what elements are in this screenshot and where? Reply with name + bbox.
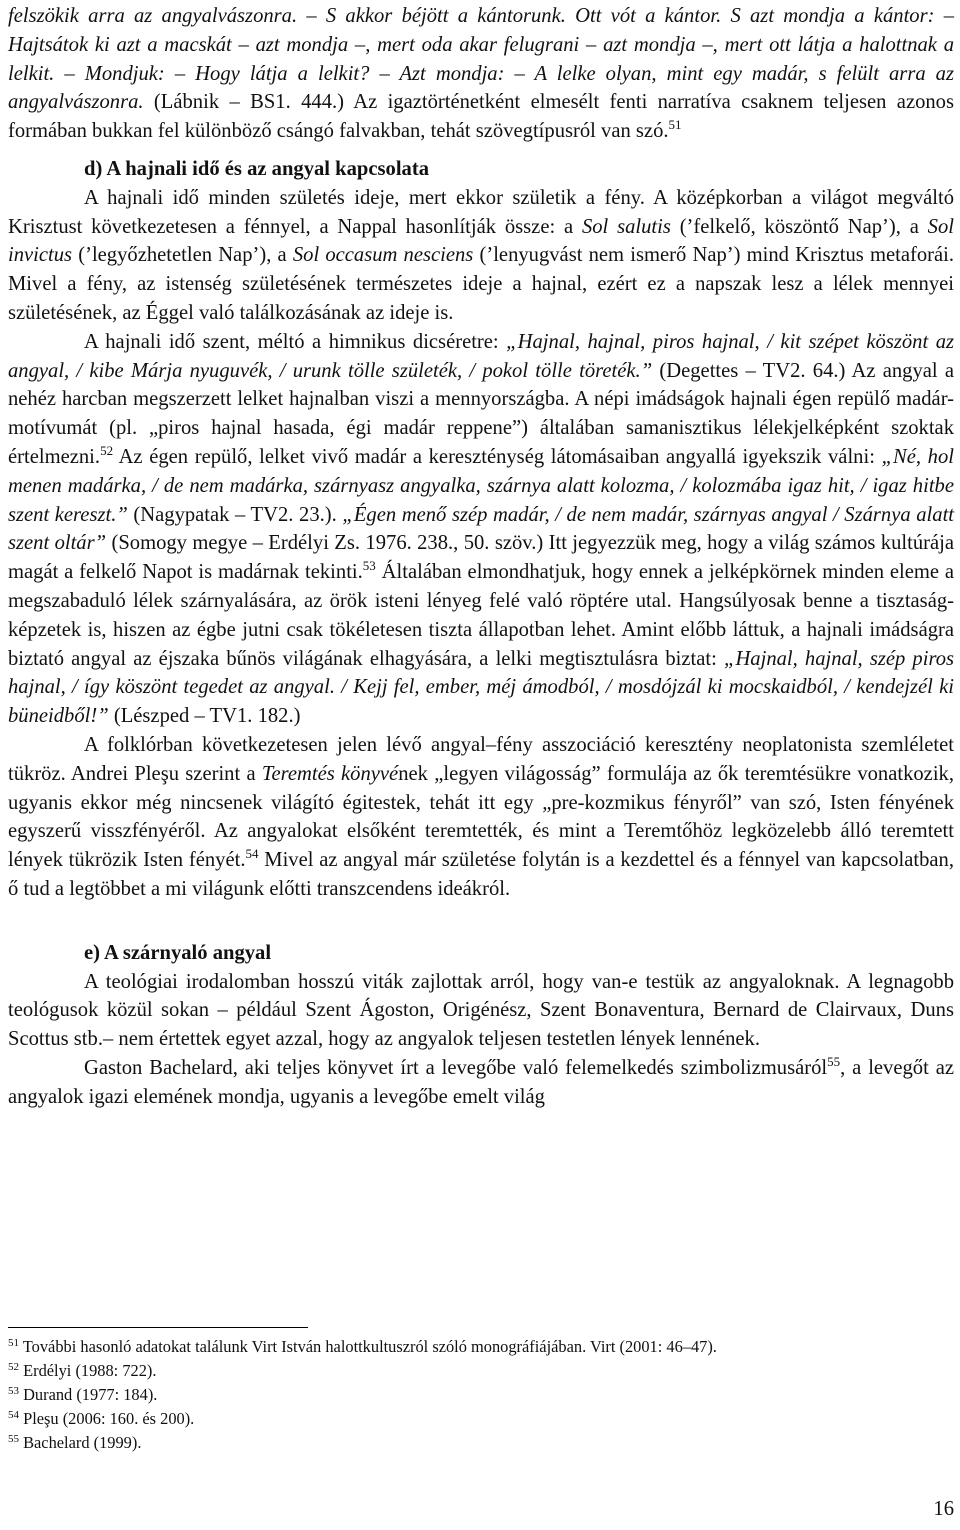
footnote-reference: 52 — [100, 442, 114, 458]
footnote-item — [8, 1431, 954, 1455]
text-run: Mivel az angyal már születése folytán is a kezdettel és a fénnyel van kapcsolatban, ő tud a legtöbbet a mi világunk előtti transzcendens ideákról. — [8, 849, 954, 900]
italic-quote: „Hajnal, hajnal, szép piros hajnal, / így köszönt tegedet az angyal. / Kejj fel, ember, méj ámodból, / mosdójzál ki mocskaidból, / kendejzél ki büneidből!” — [8, 647, 955, 728]
italic-quote: Sol salutis — [581, 215, 671, 238]
text-run: (Lészped – TV1. 182.) — [108, 705, 301, 728]
text-run: A hajnali idő szent, méltó a himnikus dicséretre: — [84, 330, 507, 353]
body-paragraph — [8, 731, 954, 904]
italic-quote: Teremtés könyvé — [261, 762, 399, 785]
italic-quote: „Égen menő szép madár, / de nem madár, szárnyas angyal / Szárnya alatt szent oltár” — [8, 503, 955, 555]
body-paragraph — [8, 2, 954, 146]
italic-quote: Sol invictus — [8, 215, 954, 267]
body-paragraph — [8, 968, 954, 1054]
footnote-number: 51 — [8, 1337, 19, 1349]
footnote-reference: 54 — [245, 846, 259, 862]
italic-quote: felszökik arra az angyalvászonra. – S akkor béjött a kántorunk. Ott vót a kántor. S azt mondja a kántor: – Hajtsátok ki azt a macskát – azt mondja –, mert oda akar felugrani – azt mondja –, mert ott látja a halottnak a lelkit. – Mondjuk: – Hogy látja a lelkit? – Azt mondja: – A lelke olyan, mint egy madár, s felült arra az angyalvászonra. — [8, 5, 954, 114]
footnote-text: Bachelard (1999). — [19, 1433, 142, 1452]
footnote-reference: 51 — [668, 117, 682, 133]
text-run: (’legyőzhetetlen Nap’), a — [72, 244, 293, 267]
text-run: (Nagypatak – TV2. 23.). — [127, 503, 343, 526]
footnote-reference: 55 — [827, 1053, 841, 1069]
footnote-reference: 53 — [362, 558, 376, 574]
footnote-number: 54 — [8, 1409, 19, 1421]
body-paragraph — [8, 1054, 954, 1112]
footnote-item — [8, 1407, 954, 1431]
footnote-number: 55 — [8, 1433, 19, 1445]
text-run: (’felkelő, köszöntő Nap’), a — [670, 215, 928, 238]
text-run: (Lábnik – BS1. 444.) Az igaztörténetként elmesélt fenti narratíva csaknem teljesen azonos formában bukkan fel különböző csángó falvakban, tehát szövegtípusról van szó. — [8, 91, 954, 143]
footnotes — [8, 1335, 954, 1455]
text-run: Az égen repülő, lelket vivő madár a kereszténység látomásaiban angyallá igyekszik válni: — [113, 445, 882, 468]
text-run: Általában elmondhatjuk, hogy ennek a jelképkörnek minden eleme a megszabaduló lélek szárnyalására, az örök isteni lényeg felé való röptére utal. Hangsúlyosak benne a tisztaság-képzetek is, hiszen az égbe jutni csak tökéletesen tiszta állapotban lehet. Amint előbb láttuk, a hajnali imádságra biztató angyal az éjszaka bűnös világának elhagyására, a lelki megtisztulásra biztat: — [8, 561, 955, 670]
footnote-item — [8, 1359, 954, 1383]
footnote-item — [8, 1383, 954, 1407]
italic-quote: Sol occasum nesciens — [292, 244, 474, 267]
footnote-number: 52 — [8, 1361, 19, 1373]
section-heading: d) A hajnali idő és az angyal kapcsolata — [84, 157, 430, 180]
text-run: (Degettes – TV2. 64.) Az angyal a nehéz harcban megszerzett lelket hajnalban viszi a mennyországba. A népi imádságok hajnali égen repülő madár-motívumát (pl. „piros hajnal hasada, égi madár reppene”) általában samanisztikus lélekjelképként szoktak értelmezni. — [8, 359, 954, 468]
footnote-item — [8, 1335, 954, 1359]
section-heading: e) A szárnyaló angyal — [84, 941, 272, 964]
page-number: 16 — [933, 1498, 954, 1520]
text-run: A hajnali idő minden születés ideje, mert ekkor születik a fény. A középkorban a világot megváltó Krisztust következetesen a fénnyel, a Nappal hasonlítják össze: a — [8, 186, 954, 238]
main-text — [8, 2, 954, 1111]
footnote-text: Erdélyi (1988: 722). — [19, 1361, 157, 1380]
text-run: , a levegőt az angyalok igazi elemének mondja, ugyanis a levegőbe emelt világ — [8, 1056, 954, 1108]
text-run: A teológiai irodalomban hosszú viták zajlottak arról, hogy van-e testük az angyaloknak. A legnagobb teológusok közül sokan – például Szent Ágoston, Origénész, Szent Bonaventura, Bernard de Clairvaux, Duns Scottus stb.– nem értettek egyet azzal, hogy az angyalok teljesen testetlen lények lennének. — [8, 970, 954, 1051]
body-paragraph — [8, 184, 954, 328]
footnote-text: További hasonló adatokat találunk Virt István halottkultuszról szóló monográfiájában. Virt (2001: 46–47). — [19, 1337, 717, 1356]
text-run: Gaston Bachelard, aki teljes könyvet írt a levegőbe való felemelkedés szimbolizmusáról — [84, 1056, 828, 1079]
footnote-text: Durand (1977: 184). — [19, 1385, 158, 1404]
text-run: (’lenyugvást nem ismerő Nap’) mind Krisztus metaforái. Mivel a fény, az istenség születésének természetes ideje a hajnal, ezért ez a napszak lesz a lélek mennyei születésének, az Éggel való találkozásának az ideje is. — [8, 244, 954, 324]
body-paragraph — [8, 328, 954, 731]
text-run: nek „legyen világosság” formulája az ők teremtésükre vonatkozik, ugyanis ekkor még nincsenek világító égitestek, tehát itt egy „pre-kozmikus fényről” van szó, Isten fényének egyszerű visszfényéről. Az angyalokat elsőként teremtették, és mint a Teremtőhöz legközelebb álló teremtett lények tükrözik Isten fényét. — [8, 762, 954, 872]
footnote-number: 53 — [8, 1385, 19, 1397]
text-run: A folklórban következetesen jelen lévő angyal–fény asszociáció keresztény neoplatonista szemléletet tükröz. Andrei Pleşu szerint a — [8, 733, 954, 785]
footnote-separator — [8, 1327, 308, 1328]
italic-quote: „Né, hol menen madárka, / de nem madárka, szárnyasz angyalka, szárnya alatt kolozma, / kolozmába igaz hit, / igaz hitbe szent kereszt.” — [8, 445, 954, 526]
italic-quote: „Hajnal, hajnal, piros hajnal, / kit szépet köszönt az angyal, / kibe Márja nyuguvék, / urunk tölle születék, / pokol tölle töreték.” — [8, 330, 954, 382]
footnote-text: Pleşu (2006: 160. és 200). — [19, 1409, 195, 1428]
text-run: (Somogy megye – Erdélyi Zs. 1976. 238., 50. szöv.) Itt jegyezzük meg, hogy a világ számos kultúrája magát a felkelő Napot is madárnak tekinti. — [8, 532, 954, 584]
